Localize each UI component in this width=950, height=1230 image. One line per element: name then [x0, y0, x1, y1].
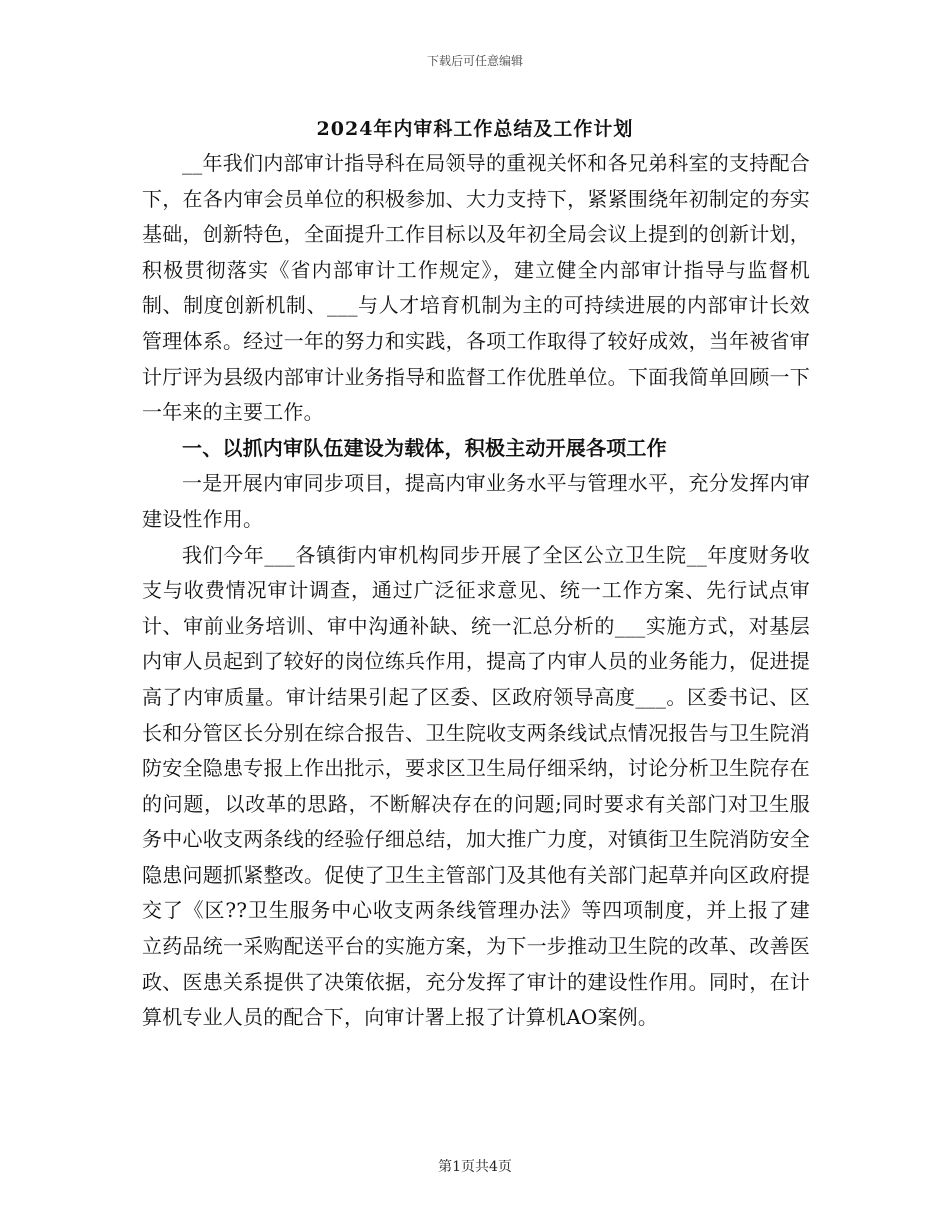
body-paragraph-point-1: 一是开展内审同步项目，提高内审业务水平与管理水平，充分发挥内审建设性作用。	[142, 471, 810, 531]
body-paragraph-detail: 我们今年___各镇街内审机构同步开展了全区公立卫生院__年度财务收支与收费情况审计调查，通过广泛征求意见、统一工作方案、先行试点审计、审前业务培训、审中沟通补缺、统一汇总分析的___实施方式，对基层内审人员起到了较好的岗位练兵作用，提高了内审人员的业务能力，促进提高了内审质量。审计结果引起了区委、区政府领导高度___。区委书记、区长和分管区长分别在综合报告、卫生院收支两条线试点情况报告与卫生院消防安全隐患专报上作出批示，要求区卫生局仔细采纳，讨论分析卫生院存在的问题，以改革的思路，不断解决存在的问题;同时要求有关部门对卫生服务中心收支两条线的经验仔细总结，加大推广力度，对镇街卫生院消防安全隐患问题抓紧整改。促使了卫生主管部门及其他有关部门起草并向区政府提交了《区??卫生服务中心收支两条线管理办法》等四项制度，并上报了建立药品统一采购配送平台的实施方案，为下一步推动卫生院的改革、改善医政、医患关系提供了决策依据，充分发挥了审计的建设性作用。同时，在计算机专业人员的配合下，向审计署上报了计算机AO案例。	[142, 542, 810, 1030]
page-footer-number: 第1页共4页	[438, 1159, 512, 1175]
page-header-note: 下载后可任意编辑	[426, 54, 523, 68]
document-body	[142, 146, 810, 1036]
section-heading-1: 一、以抓内审队伍建设为载体，积极主动开展各项工作	[182, 435, 667, 460]
body-paragraph-intro: __年我们内部审计指导科在局领导的重视关怀和各兄弟科室的支持配合下，在各内审会员单位的积极参加、大力支持下，紧紧围绕年初制定的夯实基础，创新特色，全面提升工作目标以及年初全局会议上提到的创新计划，积极贯彻落实《省内部审计工作规定》，建立健全内部审计指导与监督机制、制度创新机制、___与人才培育机制为主的可持续进展的内部审计长效管理体系。经过一年的努力和实践，各项工作取得了较好成效，当年被省审计厅评为县级内部审计业务指导和监督工作优胜单位。下面我简单回顾一下一年来的主要工作。	[142, 151, 810, 425]
document-title: 2024年内审科工作总结及工作计划	[316, 118, 634, 140]
